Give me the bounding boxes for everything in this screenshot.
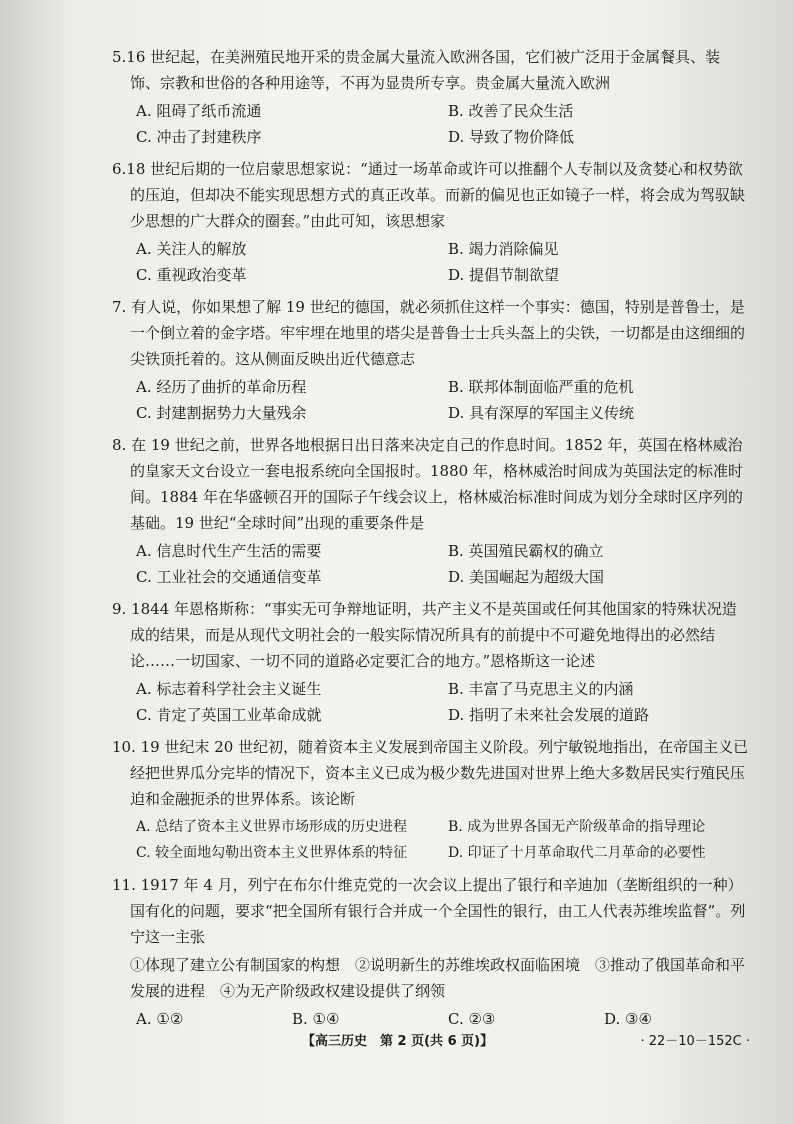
option-d: D. 美国崛起为超级大国	[448, 568, 605, 586]
option-d: D. 导致了物价降低	[448, 128, 575, 146]
question-stem: 10. 19 世纪末 20 世纪初，随着资本主义发展到帝国主义阶段。列宁敏锐地指出，在帝国主义已经把世界瓜分完毕的情况下，资本主义已成为极少数先进国对世界上绝大多数居民实行殖民压迫和金融扼杀的世界体系。该论断	[112, 738, 749, 808]
option-a: A. 总结了资本主义世界市场形成的历史进程	[136, 819, 408, 835]
question-stem: 8. 在 19 世纪之前，世界各地根据日出日落来决定自己的作息时间。1852 年，英国在格林威治的皇家天文台设立一套电报系统向全国报时。1880 年，格林威治时间成为英国法定的标准时间。1884 年在华盛顿召开的国际子午线会议上，格林威治标准时间成为划分全球时区序列的基础。19 世纪“全球时间”出现的重要条件是	[112, 436, 743, 532]
question-9	[112, 596, 750, 728]
option-a: A. 阻碍了纸币流通	[136, 102, 262, 120]
option-c: C. 重视政治变革	[136, 266, 247, 284]
question-8	[112, 432, 750, 590]
question-11	[112, 872, 750, 1032]
option-d: D. ③④	[604, 1010, 652, 1028]
options-group	[112, 236, 750, 288]
option-b: B. 英国殖民霸权的确立	[448, 542, 604, 560]
option-a: A. 标志着科学社会主义诞生	[136, 680, 322, 698]
option-b: B. 竭力消除偏见	[448, 240, 559, 258]
question-10	[112, 734, 750, 866]
option-a: A. 关注人的解放	[136, 240, 247, 258]
option-c: C. ②③	[448, 1010, 496, 1028]
option-c: C. 肯定了英国工业革命成就	[136, 706, 322, 724]
question-stem: 11. 1917 年 4 月，列宁在布尔什维克党的一次会议上提出了银行和辛迪加（垄断组织的一种）国有化的问题，要求“把全国所有银行合并成一个全国性的银行，由工人代表苏维埃监督”。列宁这一主张	[112, 876, 746, 946]
option-b: B. 成为世界各国无产阶级革命的指导理论	[448, 819, 706, 835]
option-c: C. 封建割据势力大量残余	[136, 404, 307, 422]
question-stem: 5.16 世纪起，在美洲殖民地开采的贵金属大量流入欧洲各国，它们被广泛用于金属餐具、装饰、宗教和世俗的各种用途等，不再为显贵所专享。贵金属大量流入欧洲	[112, 48, 721, 92]
question-7	[112, 294, 750, 426]
options-group	[112, 676, 750, 728]
statement-list: ①体现了建立公有制国家的构想 ②说明新生的苏维埃政权面临困境 ③推动了俄国革命和平发展的进程 ④为无产阶级政权建设提供了纲领	[130, 956, 746, 1000]
page-footer	[112, 1030, 750, 1049]
option-d: D. 印证了十月革命取代二月革命的必要性	[448, 845, 706, 861]
option-c: C. 较全面地勾勒出资本主义世界体系的特征	[136, 845, 408, 861]
question-stem: 6.18 世纪后期的一位启蒙思想家说：“通过一场革命或许可以推翻个人专制以及贪婪心和权势欲的压迫，但却决不能实现思想方式的真正改革。而新的偏见也正如镜子一样，将会成为驾驭缺少思想的广大群众的圈套。”由此可知，该思想家	[112, 160, 746, 230]
question-stem: 9. 1844 年恩格斯称：“事实无可争辩地证明，共产主义不是英国或任何其他国家的特殊状况造成的结果，而是从现代文明社会的一般实际情况所具有的前提中不可避免地得出的必然结论……一切国家、一切不同的道路必定要汇合的地方。”恩格斯这一论述	[112, 600, 737, 670]
options-group	[112, 1006, 750, 1032]
options-group	[112, 538, 750, 590]
option-a: A. 经历了曲折的革命历程	[136, 378, 307, 396]
option-a: A. ①②	[136, 1010, 184, 1028]
question-6	[112, 156, 750, 288]
option-c: C. 工业社会的交通通信变革	[136, 568, 322, 586]
option-b: B. 联邦体制面临严重的危机	[448, 378, 634, 396]
options-group	[112, 98, 750, 150]
option-d: D. 具有深厚的军国主义传统	[448, 404, 635, 422]
question-5	[112, 44, 750, 150]
question-stem: 7. 有人说，你如果想了解 19 世纪的德国，就必须抓住这样一个事实：德国，特别是普鲁士，是一个倒立着的金字塔。牢牢埋在地里的塔尖是普鲁士士兵头盔上的尖铁，一切都是由这细细的尖铁顶托着的。这从侧面反映出近代德意志	[112, 298, 746, 368]
option-b: B. 丰富了马克思主义的内涵	[448, 680, 634, 698]
option-d: D. 提倡节制欲望	[448, 266, 560, 284]
options-group	[112, 814, 750, 866]
option-c: C. 冲击了封建秩序	[136, 128, 262, 146]
exam-code: · 22－10－152C ·	[640, 1034, 750, 1049]
option-b: B. 改善了民众生活	[448, 102, 574, 120]
option-d: D. 指明了未来社会发展的道路	[448, 706, 650, 724]
option-b: B. ①④	[292, 1010, 340, 1028]
option-a: A. 信息时代生产生活的需要	[136, 542, 322, 560]
page-label: 【高三历史 第 2 页(共 6 页)】	[302, 1034, 494, 1049]
options-group	[112, 374, 750, 426]
